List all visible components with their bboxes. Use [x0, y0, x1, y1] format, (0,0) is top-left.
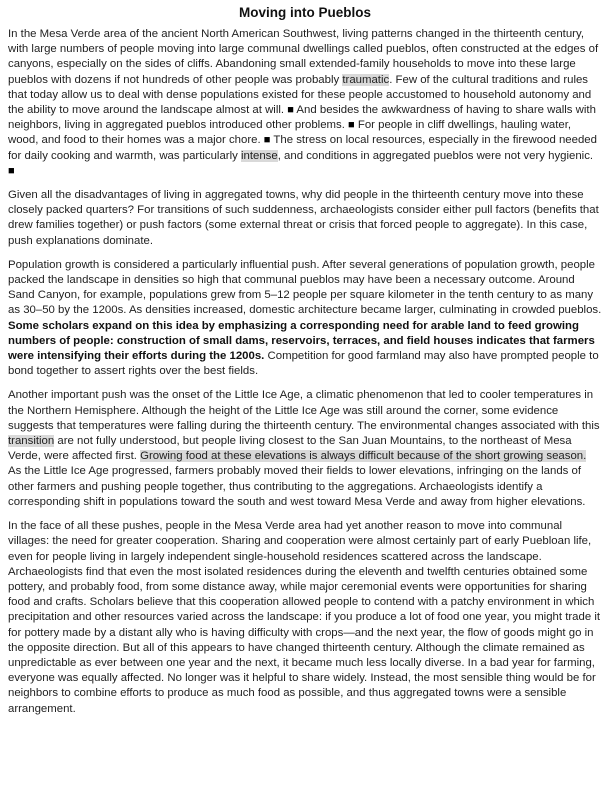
text-run: Another important push was the onset of the Little Ice Age, a climatic phenomenon that led to cooler temperatures in the Northern Hemisphere. Although the height of the Little Ice Age was still around the corner, some evidence suggests that temperatures were falling during the thirteenth century. The environmental changes associated with this — [8, 389, 600, 432]
paragraph-2 — [8, 188, 602, 249]
highlighted-text: intense — [240, 149, 278, 162]
sentence-insert-marker[interactable]: ■ — [287, 104, 294, 117]
text-run: In the Mesa Verde area of the ancient North American Southwest, living patterns changed in the thirteenth century, with large numbers of people moving into large communal dwellings called pueblos, often constructed at the edges of canyons, especially on the sides of cliffs. Abandoning small extended-family households to move into these large pueblos with dozens if not hundreds of other people was probably — [8, 28, 599, 86]
text-run: And besides the awkwardness of having to share walls with neighbors, living in aggregated pueblos introduced other problems. — [8, 104, 596, 132]
paragraph-4 — [8, 388, 602, 510]
passage-body — [8, 27, 602, 717]
text-run: For people in cliff dwellings, hauling water, wood, and food to their homes was a major chore. — [8, 119, 572, 147]
highlighted-text: Growing food at these elevations is always difficult because of the short growing season. — [140, 450, 587, 463]
text-run: Given all the disadvantages of living in aggregated towns, why did people in the thirteenth century move into these closely packed quarters? For transitions of such suddenness, archaeologists consider either pull factors (benefits that drew families together) or push factors (some external threat or crisis that forced people to aggregate). In this case, push explanations dominate. — [8, 189, 599, 247]
text-run: Population growth is considered a particularly influential push. After several generations of population growth, people packed the landscape in densities so high that communal pueblos may have been a necessary outcome. Around Sand Canyon, for example, populations grew from 5–12 people per square kilometer in the tenth century to as many as 30–50 by the 1200s. As densities increased, domestic architecture became larger, culminating in crowded pueblos. — [8, 258, 602, 317]
bold-text: Some scholars expand on this idea by emphasizing a corresponding need for arable land to feed growing numbers of people: construction of small dams, reservoirs, terraces, and field houses indicates that farmers were intensifying their efforts during the 1200s. — [8, 319, 595, 363]
text-run: , and conditions in aggregated pueblos were not very hygienic. — [277, 149, 594, 162]
page-title: Moving into Pueblos — [239, 5, 371, 20]
paragraph-5 — [8, 519, 602, 717]
sentence-insert-marker[interactable]: ■ — [8, 164, 15, 177]
text-run: As the Little Ice Age progressed, farmers probably moved their fields to lower elevations, infringing on the lands of other farmers and pushing people together, thus contributing to the aggregations. Archaeologists identify a corresponding shift in populations toward the south and west toward Mesa Verde and away from higher elevations. — [8, 465, 586, 508]
text-run: Competition for good farmland may also have prompted people to bond together to assert rights over the best fields. — [8, 350, 599, 378]
text-run: The stress on local resources, especially in the firewood needed for daily cooking and warmth, was particularly — [8, 134, 597, 162]
paragraph-3 — [8, 258, 602, 380]
text-run: . Few of the cultural traditions and rules that today allow us to deal with dense populations existed for these people accustomed to household autonomy and the ability to move around the landscape almost at will. — [8, 73, 592, 117]
sentence-insert-marker[interactable]: ■ — [263, 134, 271, 147]
sentence-insert-marker[interactable]: ■ — [348, 119, 355, 132]
paragraph-1 — [8, 27, 602, 179]
text-run: are not fully understood, but people living closest to the San Juan Mountains, to the northeast of Mesa Verde, were affected first. — [8, 435, 572, 463]
highlighted-text: traumatic — [342, 73, 390, 86]
highlighted-text: transition — [8, 435, 55, 448]
text-run: In the face of all these pushes, people in the Mesa Verde area had yet another reason to move into communal villages: the need for greater cooperation. Sharing and cooperation were almost certainly part of early Puebloan life, even for people living in largely independent single-household residences scattered across the landscape. Archaeologists find that even the most isolated residences during the eleventh and twelfth centuries obtained some pottery, and probably food, from some distance away, while major ceremonial events were opportunities for sharing food and crafts. Scholars believe that this cooperation allowed people to contend with a patchy environment in which precipitation and other resources varied across the landscape: if you produce a lot of food one year, you might trade it for pottery made by a distant ally who is having difficulty with crops—and the next year, the flow of goods might go in the opposite direction. But all of this appears to have changed thirteenth century. Although the climate remained as unpredictable as ever between one year and the next, it became much less locally diverse. In a bad year for farming, everyone was equally affected. No longer was it helpful to share widely. Instead, the most sensible thing would be for neighbors to combine efforts to produce as much food as possible, and thus aggregated towns were a sensible arrangement. — [8, 520, 601, 715]
